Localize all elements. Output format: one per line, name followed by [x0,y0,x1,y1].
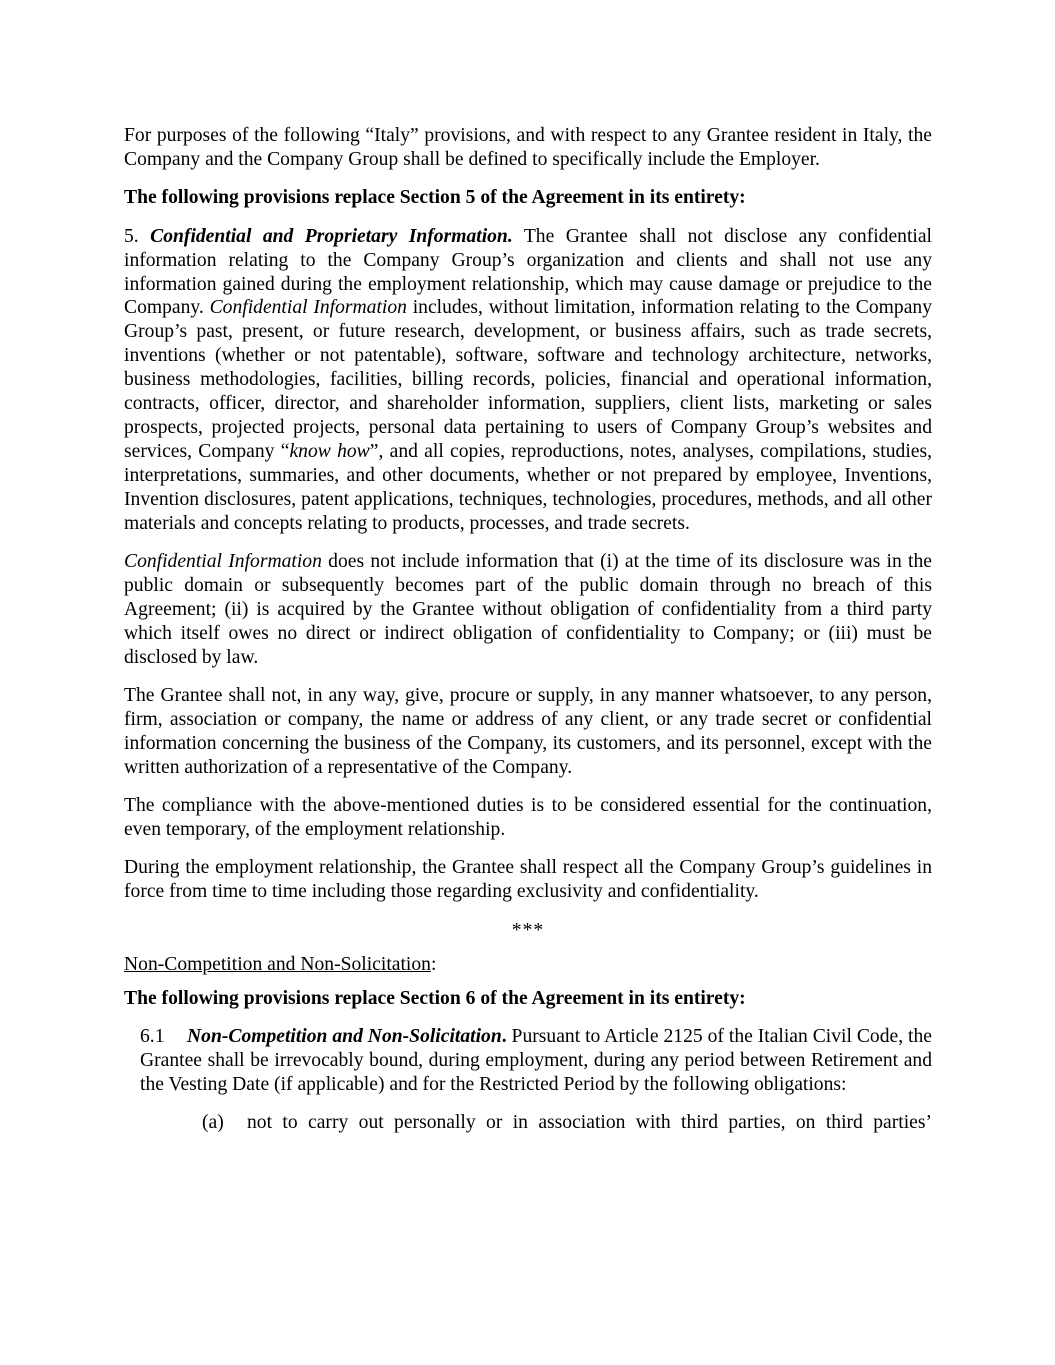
section-6-1-title-dot: . [501,1026,507,1047]
list-item-a-label: (a) [202,1112,224,1134]
section-5-text-c: ”, and all copies, reproductions, notes, analyses, compilations, studies, interpretations, summaries, and other documents, whether or not prepared by employee, Inventions, Invention disclosures, patent applications, techniques, technologies, procedures, methods, and all other materials and concepts relating to products, processes, and trade secrets. [124,440,932,534]
section-5-title: Confidential and Proprietary Information. [150,225,513,247]
list-item-a [202,1111,932,1135]
noncompete-label [124,953,932,977]
exclusions-paragraph [124,550,932,670]
section-5-paragraph [124,225,932,536]
list-item-a-text: not to carry out personally or in association with third parties, on third parties’ [247,1112,932,1134]
section-6-1-paragraph [140,1025,932,1097]
section-5-heading: The following provisions replace Section 5 of the Agreement in its entirety: [124,187,746,209]
intro-paragraph: For purposes of the following “Italy” provisions, and with respect to any Grantee resident in Italy, the Company and the Company Group shall be defined to specifically include the Employer. [124,125,932,170]
exclusions-text: does not include information that (i) at the time of its disclosure was in the public domain or subsequently becomes part of the public domain through no breach of this Agreement; (ii) is acquired by the Grantee without obligation of confidentiality from a third party which itself owes no direct or indirect obligation of confidentiality to Company; or (iii) must be disclosed by law. [124,551,932,668]
section-6-1-text: Pursuant to Article 2125 of the Italian Civil Code, the Grantee shall be irrevocably bound, during employment, during any period between Retirement and the Vesting Date (if applicable) and for the Restricted Period by the following obligations: [140,1026,932,1095]
section-6-1-number: 6.1 [140,1026,165,1047]
noncompete-label-text: Non-Competition and Non-Solicitation [124,953,431,975]
section-separator: *** [511,919,545,941]
section-6-1-title: Non-Competition and Non-Solicitation [187,1026,502,1047]
confidential-information-term: Confidential Information [209,297,407,319]
section-5-number: 5. [124,225,139,247]
noncompete-colon: : [430,953,437,975]
document-body [124,124,932,1150]
section-6-heading: The following provisions replace Section 6 of the Agreement in its entirety: [124,987,746,1009]
supply-paragraph: The Grantee shall not, in any way, give, procure or supply, in any manner whatsoever, to any person, firm, association or company, the name or address of any client, or any trade secret or confidential information concerning the business of the Company, its customers, and its personnel, except with the written authorization of a representative of the Company. [124,685,932,778]
section-5-text-a: The Grantee shall not disclose any confidential information relating to the Company Group’s organization and clients and shall not use any information gained during the employment relationship, which may cause damage or prejudice to the Company. [124,225,932,319]
know-how-term: know how [289,440,370,462]
guidelines-paragraph: During the employment relationship, the Grantee shall respect all the Company Group’s guidelines in force from time to time including those regarding exclusivity and confidentiality. [124,857,932,903]
compliance-paragraph: The compliance with the above-mentioned duties is to be considered essential for the continuation, even temporary, of the employment relationship. [124,795,932,841]
confidential-information-term: Confidential Information [124,551,322,572]
section-5-text-b: includes, without limitation, information relating to the Company Group’s past, present, or future research, development, or business affairs, such as trade secrets, inventions (whether or not patentable), software, software and technology architecture, networks, business methodologies, facilities, billing records, policies, financial and operational information, contracts, officer, director, and shareholder information, suppliers, client lists, marketing or sales prospects, projected projects, personal data pertaining to users of Company Group’s websites and services, Company “ [124,297,932,462]
